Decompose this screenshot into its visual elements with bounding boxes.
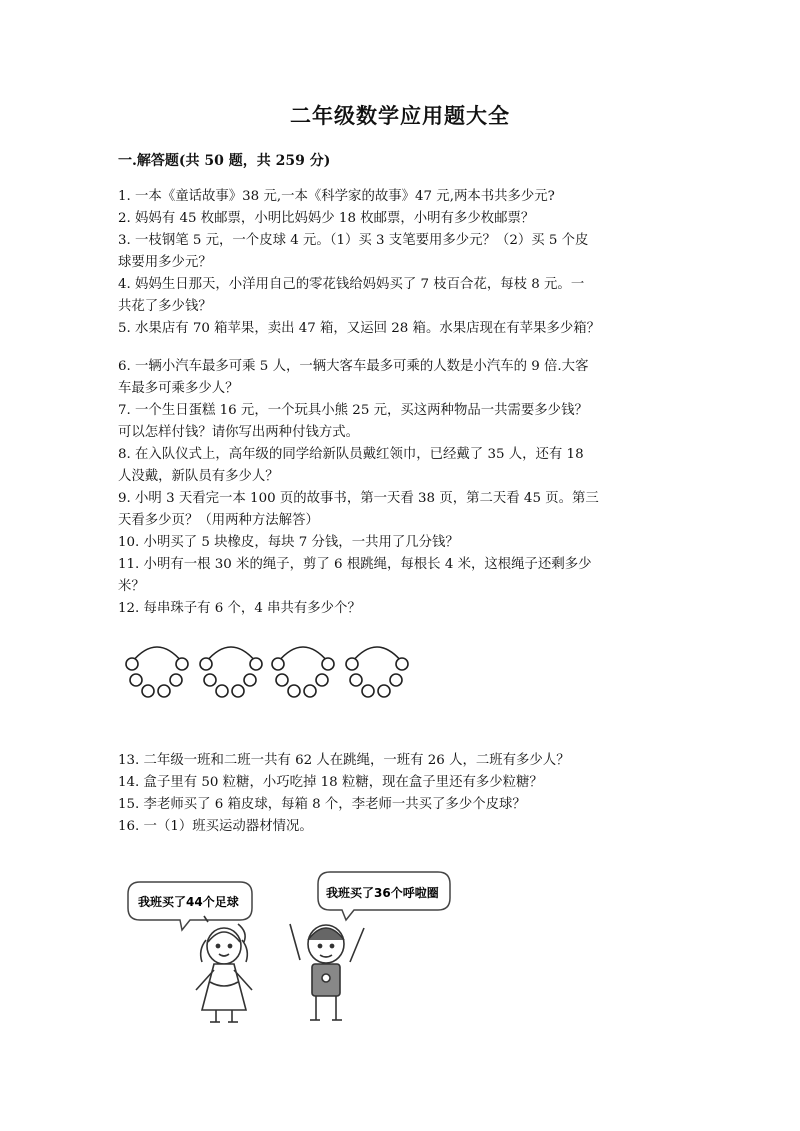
question-line: 人没戴，新队员有多少人？: [118, 469, 279, 484]
girl-speech-bubble: [128, 882, 252, 930]
question-line: 3. 一枝钢笔 5 元，一个皮球 4 元。（1）买 3 支笔要用多少元？（2）买 5 个皮: [118, 233, 589, 248]
question-line: 米？: [118, 579, 145, 594]
boy-speech-bubble: [318, 872, 450, 920]
necklace-2: [200, 647, 262, 697]
question-line: 车最多可乘多少人？: [118, 381, 239, 396]
question-line: 11. 小明有一根 30 米的绳子，剪了 6 根跳绳，每根长 4 米，这根绳子还剩多少: [118, 557, 592, 572]
necklace-4: [346, 647, 408, 697]
question-line: 可以怎样付钱？请你写出两种付钱方式。: [118, 425, 360, 440]
boy-bubble-text: 我班买了36个呼啦圈: [326, 886, 439, 900]
question-line: 15. 李老师买了 6 箱皮球，每箱 8 个，李老师一共买了多少个皮球？: [118, 797, 526, 812]
question-line: 4. 妈妈生日那天，小洋用自己的零花钱给妈妈买了 7 枝百合花，每枝 8 元。一: [118, 277, 585, 292]
question-line: 1. 一本《童话故事》38 元,一本《科学家的故事》47 元,两本书共多少元?: [118, 189, 555, 204]
question-line: 16. 一（1）班买运动器材情况。: [118, 819, 313, 834]
question-line: 8. 在入队仪式上，高年级的同学给新队员戴红领巾，已经戴了 35 人，还有 18: [118, 447, 584, 462]
question-line: 10. 小明买了 5 块橡皮，每块 7 分钱，一共用了几分钱？: [118, 535, 459, 550]
question-line: 7. 一个生日蛋糕 16 元，一个玩具小熊 25 元，买这两种物品一共需要多少钱？: [118, 403, 588, 418]
necklace-1: [126, 647, 188, 697]
section-heading: 一.解答题(共 50 题，共 259 分): [118, 153, 331, 169]
bead-necklaces-figure: [120, 640, 420, 710]
page-title: 二年级数学应用题大全: [290, 103, 510, 128]
question-line: 9. 小明 3 天看完一本 100 页的故事书，第一天看 38 页，第二天看 45 页。第三: [118, 491, 599, 506]
question-line: 共花了多少钱？: [118, 299, 212, 314]
question-line: 5. 水果店有 70 箱苹果，卖出 47 箱，又运回 28 箱。水果店现在有苹果多少箱？: [118, 321, 601, 336]
question-line: 6. 一辆小汽车最多可乘 5 人，一辆大客车最多可乘的人数是小汽车的 9 倍.大客: [118, 359, 589, 374]
boy-figure: [290, 924, 364, 1020]
question-line: 14. 盒子里有 50 粒糖，小巧吃掉 18 粒糖，现在盒子里还有多少粒糖？: [118, 775, 543, 790]
necklace-3: [272, 647, 334, 697]
girl-bubble-text: 我班买了44个足球: [138, 895, 239, 909]
girl-figure: [196, 916, 252, 1022]
kids-speech-bubbles-figure: [120, 870, 480, 1030]
question-line: 13. 二年级一班和二班一共有 62 人在跳绳，一班有 26 人，二班有多少人？: [118, 753, 570, 768]
question-line: 球要用多少元？: [118, 255, 212, 270]
question-line: 2. 妈妈有 45 枚邮票，小明比妈妈少 18 枚邮票，小明有多少枚邮票？: [118, 211, 535, 226]
question-line: 天看多少页？（用两种方法解答）: [118, 513, 319, 528]
question-line: 12. 每串珠子有 6 个，4 串共有多少个？: [118, 601, 361, 616]
